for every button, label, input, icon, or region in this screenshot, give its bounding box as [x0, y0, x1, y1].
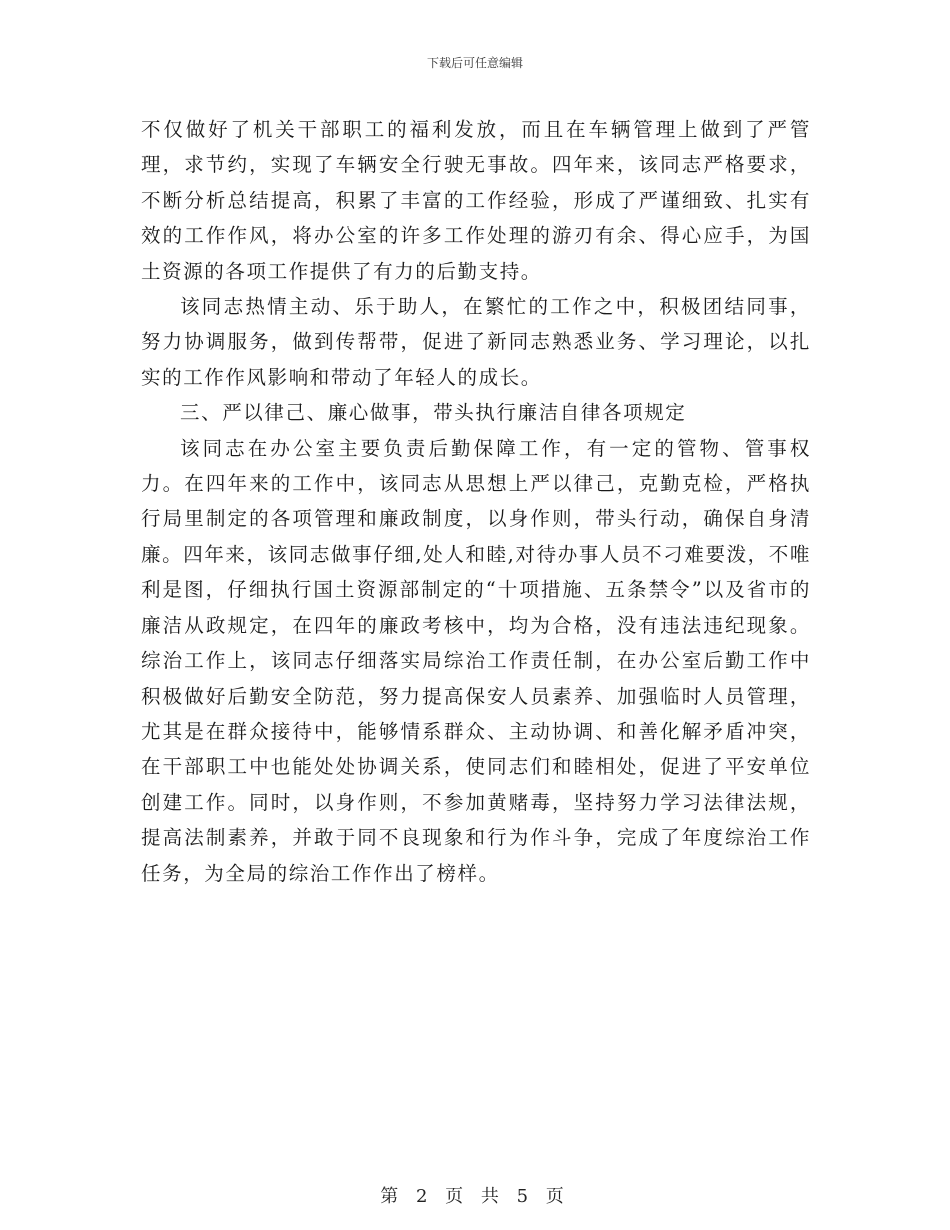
section-heading: 三、严以律己、廉心做事，带头执行廉洁自律各项规定: [180, 401, 687, 425]
paragraph-continuation: 不仅做好了机关干部职工的福利发放，而且在车辆管理上做到了严管理，求节约，实现了车辆安全行驶无事故。四年来，该同志严格要求，不断分析总结提高，积累了丰富的工作经验，形成了严谨细致、扎实有效的工作作风，将办公室的许多工作处理的游刃有余、得心应手，为国土资源的各项工作提供了有力的后勤支持。: [141, 118, 811, 283]
paragraph-integrity: 该同志在办公室主要负责后勤保障工作，有一定的管物、管事权力。在四年来的工作中，该同志从思想上严以律己，克勤克检，严格执行局里制定的各项管理和廉政制度，以身作则，带头行动，确保自身清廉。四年来，该同志做事仔细,处人和睦,对待办事人员不刁难要泼，不唯利是图，仔细执行国土资源部制定的“十项措施、五条禁令”以及省市的廉洁从政规定，在四年的廉政考核中，均为合格，没有违法违纪现象。综治工作上，该同志仔细落实局综治工作责任制，在办公室后勤工作中积极做好后勤安全防范，努力提高保安人员素养、加强临时人员管理，尤其是在群众接待中，能够情系群众、主动协调、和善化解矛盾冲突，在干部职工中也能处处协调关系，使同志们和睦相处，促进了平安单位创建工作。同时，以身作则，不参加黄赌毒，坚持努力学习法律法规，提高法制素养，并敢于同不良现象和行为作斗争，完成了年度综治工作任务，为全局的综治工作作出了榜样。: [141, 436, 811, 885]
document-body: [141, 112, 811, 891]
page-number-footer: 第 2 页 共 5 页: [380, 1186, 570, 1207]
page-header: 下载后可任意编辑: [426, 56, 523, 70]
paragraph-teamwork: 该同志热情主动、乐于助人，在繁忙的工作之中，积极团结同事，努力协调服务，做到传帮带，促进了新同志熟悉业务、学习理论，以扎实的工作作风影响和带动了年轻人的成长。: [141, 295, 811, 389]
